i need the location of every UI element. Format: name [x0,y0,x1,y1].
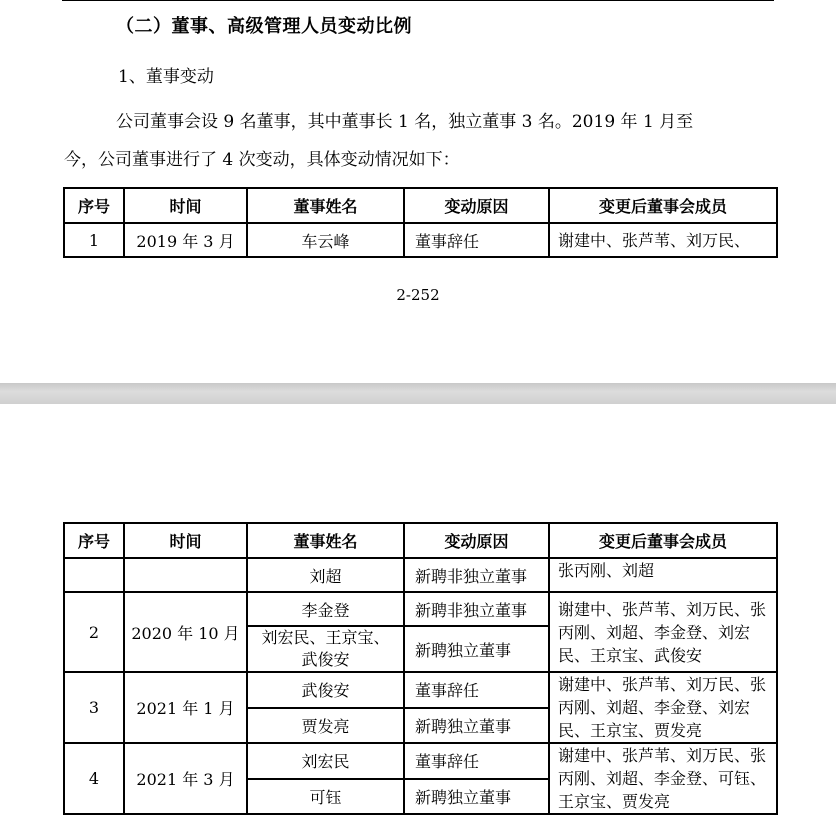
cell-time: 2019 年 3 月 [124,223,247,257]
document-page-bottom [0,404,836,823]
header-seq: 序号 [64,523,124,558]
cell-time [124,558,247,592]
header-name: 董事姓名 [247,188,404,223]
cell-members: 张丙刚、刘超 [549,558,777,592]
cell-name: 李金登 [247,592,404,626]
cell-name: 武俊安 [247,672,404,708]
page-number: 2-252 [396,286,440,304]
table-row [64,592,777,626]
intro-paragraph [64,103,776,179]
table-row [64,672,777,708]
cell-reason: 董事辞任 [404,672,549,708]
cell-seq [64,558,124,592]
table-row [64,743,777,779]
cell-reason: 新聘独立董事 [404,708,549,744]
header-time: 时间 [124,188,247,223]
cell-members: 谢建中、张芦苇、刘万民、 [549,223,777,257]
table-row [64,558,777,592]
cell-members: 谢建中、张芦苇、刘万民、张丙刚、刘超、李金登、刘宏民、王京宝、武俊安 [549,592,777,672]
cell-name: 可钰 [247,779,404,815]
cell-name: 车云峰 [247,223,404,257]
table-header-row [64,188,777,223]
cell-members: 谢建中、张芦苇、刘万民、张丙刚、刘超、李金登、刘宏民、王京宝、贾发亮 [549,672,777,743]
header-name: 董事姓名 [247,523,404,558]
header-members: 变更后董事会成员 [549,523,777,558]
header-seq: 序号 [64,188,124,223]
cell-seq: 3 [64,672,124,743]
cell-time: 2021 年 3 月 [124,743,247,814]
cell-reason: 董事辞任 [404,223,549,257]
cell-reason: 新聘独立董事 [404,779,549,815]
cell-name: 刘宏民 [247,743,404,779]
cell-members: 谢建中、张芦苇、刘万民、张丙刚、刘超、李金登、可钰、王京宝、贾发亮 [549,743,777,814]
page-separator [0,383,836,404]
table-header-row [64,523,777,558]
cell-name: 刘宏民、王京宝、武俊安 [247,626,404,672]
cell-reason: 新聘独立董事 [404,626,549,672]
cell-seq: 1 [64,223,124,257]
cell-name: 贾发亮 [247,708,404,744]
cell-time: 2021 年 1 月 [124,672,247,743]
cell-reason: 董事辞任 [404,743,549,779]
document-page-top [0,0,836,383]
cell-seq: 4 [64,743,124,814]
table-row [64,223,777,257]
director-changes-table-part1 [63,187,778,258]
cell-reason: 新聘非独立董事 [404,592,549,626]
header-members: 变更后董事会成员 [549,188,777,223]
director-changes-table-part2 [63,522,778,815]
cell-name: 刘超 [247,558,404,592]
cell-time: 2020 年 10 月 [124,592,247,672]
subsection-heading: 1、董事变动 [118,67,214,87]
header-reason: 变动原因 [404,188,549,223]
cell-reason: 新聘非独立董事 [404,558,549,592]
paragraph-line-1: 公司董事会设 9 名董事，其中董事长 1 名，独立董事 3 名。2019 年 1 月至 [116,112,694,132]
section-heading: （二）董事、高级管理人员变动比例 [116,16,412,37]
header-time: 时间 [124,523,247,558]
top-rule [62,0,774,1]
cell-seq: 2 [64,592,124,672]
paragraph-line-2: 今，公司董事进行了 4 次变动，具体变动情况如下： [64,150,460,170]
header-reason: 变动原因 [404,523,549,558]
